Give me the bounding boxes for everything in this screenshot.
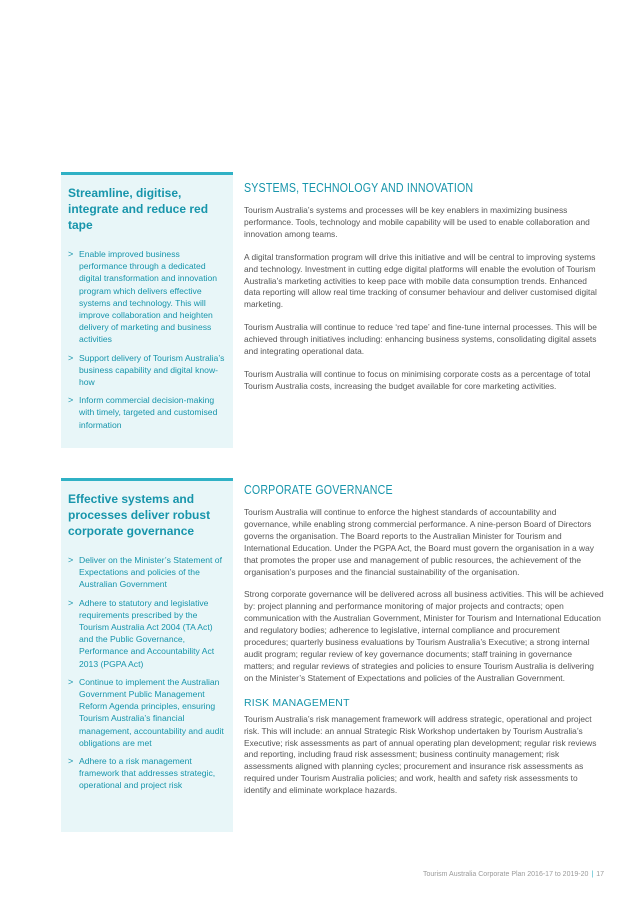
paragraph: Tourism Australia’s risk management framework will address strategic, operational and project risk. This will include: an annual Strategic Risk Workshop undertaken by Tourism Australia’s Executive; risk assessments as part of annual operating plan development; regular risk reviews and reporting, including fraud risk assessment; business continuity management; risk assessments aligned with planning cycles; procurement and insurance risk assessments as required under Tourism Australia policies; and work, health and safety risk assessments to identify and eliminate workplace hazards. bbox=[244, 713, 597, 796]
subsection-heading: RISK MANAGEMENT bbox=[244, 696, 350, 709]
page-number: 17 bbox=[596, 871, 604, 878]
list-item: > Adhere to a risk management framework that addresses strategic, operational and project risk bbox=[68, 756, 216, 791]
list-item: > Support delivery of Tourism Australia’s business capability and digital know-how bbox=[68, 352, 225, 388]
chevron-right-icon: > bbox=[68, 352, 74, 363]
paragraph: Strong corporate governance will be delivered across all business activities. This will be achieved by: project planning and performance monitoring of major projects and contracts; open communication with the Australian Government, Minister for Tourism and International Education and regulatory bodies; adherence to legislative, internal compliance and procurement procedures; quarterly business evaluations by Tourism Australia’s Executive; a strong internal audit program; regular review of key governance documents; staff training in governance matters; and regular reviews of strategies and policies to ensure Tourism Australia is delivering on the Minister’s Statement of Expectations and policies of the Australian Government. bbox=[244, 589, 604, 683]
chevron-right-icon: > bbox=[68, 676, 74, 687]
footer-text: Tourism Australia Corporate Plan 2016-17 to 2019-20 bbox=[423, 871, 589, 878]
paragraph: Tourism Australia will continue to enforce the highest standards of accountability and governance, while enabling strong commercial performance. A nine-person Board of Directors governs the organisation. The Board reports to the Australian Minister for Tourism and International Education. Under the PGPA Act, the Board must govern the organisation in a way that promotes the proper use and management of public resources, the achievement of the organisation’s purposes and the financial sustainability of the organisation. bbox=[244, 507, 594, 577]
paragraph: Tourism Australia will continue to focus on minimising corporate costs as a percentage of total Tourism Australia costs, increasing the budget available for core marketing activities. bbox=[244, 368, 591, 391]
sidebar-box-streamline bbox=[61, 172, 233, 448]
paragraph: A digital transformation program will drive this initiative and will be central to improving systems and technology. Investment in cutting edge digital platforms will enable the evolution of Tourism Australia’s marketing activities to keep pace with mobile data consumption trends. Enhanced data reporting will allow real time tracking of consumer behaviour and deliver customised digital marketing. bbox=[244, 251, 597, 310]
section-heading: CORPORATE GOVERNANCE bbox=[244, 482, 393, 497]
list-item: > Inform commercial decision-making with timely, targeted and customised information bbox=[68, 395, 218, 430]
paragraph: Tourism Australia’s systems and processes will be key enablers in maximizing business performance. Tools, technology and mobile capability will be used to enable collaboration and innovation among teams. bbox=[244, 205, 590, 239]
sidebar-box-governance bbox=[61, 478, 233, 832]
sidebar-title: Streamline, digitise, integrate and reduce red tape bbox=[68, 186, 209, 232]
section-corporate-governance bbox=[244, 482, 604, 808]
section-systems-technology bbox=[244, 180, 604, 404]
list-item: > Enable improved business performance through a dedicated digital transformation and innovation program which delivers effective systems and technology. This will improve collaboration and heighten delivery of marketing and business activities bbox=[68, 249, 218, 345]
list-item: > Continue to implement the Australian Government Public Management Reform Agenda principles, ensuring Tourism Australia’s financial management, accountability and audit obligations are met bbox=[68, 676, 224, 748]
chevron-right-icon: > bbox=[68, 555, 74, 565]
sidebar-bullet-list bbox=[68, 248, 227, 431]
list-item: > Adhere to statutory and legislative requirements prescribed by the Tourism Australia Act 2004 (TA Act) and the Public Governance, Performance and Accountability Act 2013 (PGPA Act) bbox=[68, 597, 215, 669]
chevron-right-icon: > bbox=[68, 756, 74, 767]
chevron-right-icon: > bbox=[68, 597, 74, 608]
sidebar-bullet-list bbox=[68, 554, 227, 792]
chevron-right-icon: > bbox=[68, 249, 74, 259]
sidebar-title: Effective systems and processes deliver robust corporate governance bbox=[68, 492, 211, 538]
page-footer bbox=[423, 871, 604, 878]
paragraph: Tourism Australia will continue to reduce ‘red tape’ and fine-tune internal processes. This will be achieved through initiatives including: enhancing business systems, consolidating digital assets and integrating operational data. bbox=[244, 322, 597, 357]
chevron-right-icon: > bbox=[68, 395, 74, 406]
footer-separator: | bbox=[591, 871, 594, 878]
list-item: > Deliver on the Minister’s Statement of Expectations and policies of the Australian Government bbox=[68, 555, 222, 590]
section-heading: SYSTEMS, TECHNOLOGY AND INNOVATION bbox=[244, 180, 474, 195]
